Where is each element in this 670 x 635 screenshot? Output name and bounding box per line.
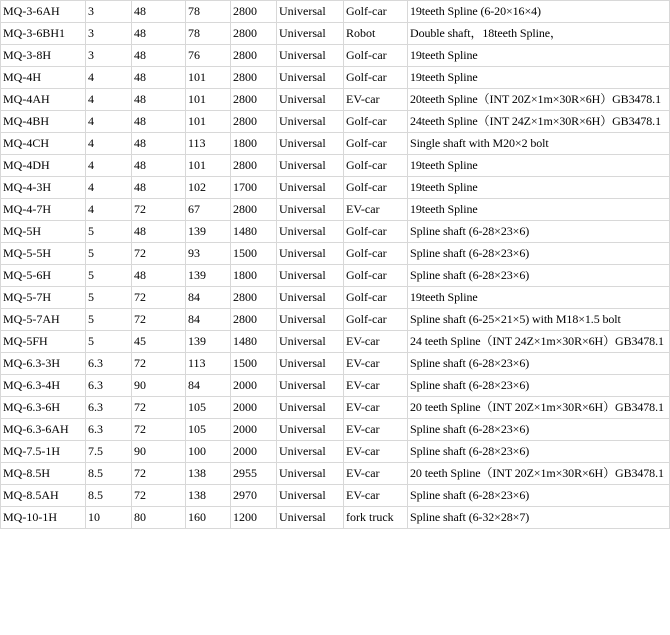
- table-row: [1, 23, 669, 44]
- shaft-cell: 20 teeth Spline（INT 20Z×1m×30R×6H）GB3478.1: [408, 397, 669, 418]
- speed-cell: 2955: [231, 463, 276, 484]
- rotation-cell: Universal: [277, 1, 343, 22]
- model-cell: MQ-5-6H: [1, 265, 85, 286]
- table-row: [1, 485, 669, 506]
- application-cell: EV-car: [344, 89, 407, 110]
- application-cell: Golf-car: [344, 155, 407, 176]
- shaft-cell: Spline shaft (6-28×23×6): [408, 485, 669, 506]
- power-cell: 7.5: [86, 441, 131, 462]
- table-row: [1, 199, 669, 220]
- speed-cell: 2800: [231, 23, 276, 44]
- rotation-cell: Universal: [277, 221, 343, 242]
- voltage-cell: 48: [132, 111, 185, 132]
- model-cell: MQ-4CH: [1, 133, 85, 154]
- speed-cell: 1480: [231, 221, 276, 242]
- rotation-cell: Universal: [277, 199, 343, 220]
- voltage-cell: 48: [132, 1, 185, 22]
- table-row: [1, 45, 669, 66]
- current-cell: 93: [186, 243, 230, 264]
- current-cell: 84: [186, 375, 230, 396]
- application-cell: EV-car: [344, 419, 407, 440]
- model-cell: MQ-4DH: [1, 155, 85, 176]
- application-cell: Golf-car: [344, 67, 407, 88]
- application-cell: Golf-car: [344, 1, 407, 22]
- voltage-cell: 72: [132, 287, 185, 308]
- power-cell: 6.3: [86, 353, 131, 374]
- voltage-cell: 48: [132, 265, 185, 286]
- voltage-cell: 48: [132, 155, 185, 176]
- speed-cell: 2000: [231, 441, 276, 462]
- shaft-cell: Spline shaft (6-28×23×6): [408, 441, 669, 462]
- shaft-cell: 19teeth Spline: [408, 287, 669, 308]
- table-row: [1, 397, 669, 418]
- rotation-cell: Universal: [277, 265, 343, 286]
- table-row: [1, 507, 669, 528]
- rotation-cell: Universal: [277, 463, 343, 484]
- current-cell: 105: [186, 419, 230, 440]
- voltage-cell: 72: [132, 419, 185, 440]
- shaft-cell: Spline shaft (6-28×23×6): [408, 375, 669, 396]
- power-cell: 6.3: [86, 419, 131, 440]
- power-cell: 5: [86, 287, 131, 308]
- current-cell: 100: [186, 441, 230, 462]
- power-cell: 5: [86, 221, 131, 242]
- voltage-cell: 48: [132, 177, 185, 198]
- model-cell: MQ-5-5H: [1, 243, 85, 264]
- voltage-cell: 72: [132, 463, 185, 484]
- speed-cell: 2000: [231, 397, 276, 418]
- current-cell: 139: [186, 331, 230, 352]
- model-cell: MQ-4BH: [1, 111, 85, 132]
- application-cell: fork truck: [344, 507, 407, 528]
- application-cell: Golf-car: [344, 265, 407, 286]
- current-cell: 78: [186, 23, 230, 44]
- power-cell: 5: [86, 265, 131, 286]
- voltage-cell: 48: [132, 89, 185, 110]
- table-row: [1, 419, 669, 440]
- table-row: [1, 155, 669, 176]
- current-cell: 84: [186, 309, 230, 330]
- shaft-cell: 19teeth Spline: [408, 199, 669, 220]
- application-cell: Robot: [344, 23, 407, 44]
- shaft-cell: 20 teeth Spline（INT 20Z×1m×30R×6H）GB3478.1: [408, 463, 669, 484]
- table-body: [1, 1, 669, 528]
- speed-cell: 2800: [231, 89, 276, 110]
- power-cell: 5: [86, 309, 131, 330]
- power-cell: 6.3: [86, 375, 131, 396]
- power-cell: 4: [86, 199, 131, 220]
- current-cell: 67: [186, 199, 230, 220]
- rotation-cell: Universal: [277, 287, 343, 308]
- shaft-cell: Single shaft with M20×2 bolt: [408, 133, 669, 154]
- rotation-cell: Universal: [277, 243, 343, 264]
- speed-cell: 2800: [231, 199, 276, 220]
- speed-cell: 1500: [231, 243, 276, 264]
- model-cell: MQ-4-7H: [1, 199, 85, 220]
- power-cell: 6.3: [86, 397, 131, 418]
- shaft-cell: 19teeth Spline: [408, 177, 669, 198]
- table-row: [1, 441, 669, 462]
- table-row: [1, 331, 669, 352]
- shaft-cell: 24 teeth Spline（INT 24Z×1m×30R×6H）GB3478.1: [408, 331, 669, 352]
- application-cell: EV-car: [344, 375, 407, 396]
- model-cell: MQ-3-6AH: [1, 1, 85, 22]
- speed-cell: 1800: [231, 133, 276, 154]
- model-cell: MQ-6.3-6AH: [1, 419, 85, 440]
- current-cell: 113: [186, 353, 230, 374]
- table-row: [1, 89, 669, 110]
- voltage-cell: 90: [132, 441, 185, 462]
- current-cell: 105: [186, 397, 230, 418]
- model-cell: MQ-8.5AH: [1, 485, 85, 506]
- rotation-cell: Universal: [277, 507, 343, 528]
- speed-cell: 1480: [231, 331, 276, 352]
- voltage-cell: 72: [132, 353, 185, 374]
- rotation-cell: Universal: [277, 23, 343, 44]
- current-cell: 139: [186, 221, 230, 242]
- application-cell: EV-car: [344, 353, 407, 374]
- application-cell: EV-car: [344, 199, 407, 220]
- power-cell: 4: [86, 67, 131, 88]
- speed-cell: 1200: [231, 507, 276, 528]
- power-cell: 4: [86, 111, 131, 132]
- model-cell: MQ-3-6BH1: [1, 23, 85, 44]
- power-cell: 10: [86, 507, 131, 528]
- rotation-cell: Universal: [277, 331, 343, 352]
- rotation-cell: Universal: [277, 155, 343, 176]
- shaft-cell: 19teeth Spline (6-20×16×4): [408, 1, 669, 22]
- voltage-cell: 72: [132, 199, 185, 220]
- model-cell: MQ-6.3-3H: [1, 353, 85, 374]
- table-row: [1, 67, 669, 88]
- rotation-cell: Universal: [277, 111, 343, 132]
- voltage-cell: 48: [132, 67, 185, 88]
- power-cell: 5: [86, 243, 131, 264]
- table-row: [1, 463, 669, 484]
- table-row: [1, 375, 669, 396]
- model-cell: MQ-8.5H: [1, 463, 85, 484]
- application-cell: EV-car: [344, 331, 407, 352]
- table-row: [1, 177, 669, 198]
- voltage-cell: 72: [132, 397, 185, 418]
- current-cell: 139: [186, 265, 230, 286]
- speed-cell: 2800: [231, 287, 276, 308]
- model-cell: MQ-4AH: [1, 89, 85, 110]
- shaft-cell: Spline shaft (6-32×28×7): [408, 507, 669, 528]
- table-row: [1, 265, 669, 286]
- power-cell: 3: [86, 45, 131, 66]
- voltage-cell: 72: [132, 309, 185, 330]
- table-row: [1, 133, 669, 154]
- application-cell: Golf-car: [344, 287, 407, 308]
- speed-cell: 1500: [231, 353, 276, 374]
- power-cell: 5: [86, 331, 131, 352]
- model-cell: MQ-4-3H: [1, 177, 85, 198]
- shaft-cell: Spline shaft (6-28×23×6): [408, 243, 669, 264]
- voltage-cell: 48: [132, 133, 185, 154]
- voltage-cell: 72: [132, 243, 185, 264]
- shaft-cell: 20teeth Spline（INT 20Z×1m×30R×6H）GB3478.1: [408, 89, 669, 110]
- rotation-cell: Universal: [277, 441, 343, 462]
- model-cell: MQ-5-7AH: [1, 309, 85, 330]
- current-cell: 113: [186, 133, 230, 154]
- voltage-cell: 45: [132, 331, 185, 352]
- speed-cell: 2800: [231, 155, 276, 176]
- speed-cell: 1800: [231, 265, 276, 286]
- shaft-cell: Spline shaft (6-28×23×6): [408, 353, 669, 374]
- rotation-cell: Universal: [277, 177, 343, 198]
- rotation-cell: Universal: [277, 45, 343, 66]
- current-cell: 76: [186, 45, 230, 66]
- table-row: [1, 221, 669, 242]
- shaft-cell: 19teeth Spline: [408, 45, 669, 66]
- table-row: [1, 243, 669, 264]
- rotation-cell: Universal: [277, 89, 343, 110]
- voltage-cell: 80: [132, 507, 185, 528]
- application-cell: EV-car: [344, 463, 407, 484]
- power-cell: 8.5: [86, 463, 131, 484]
- rotation-cell: Universal: [277, 353, 343, 374]
- application-cell: Golf-car: [344, 309, 407, 330]
- model-cell: MQ-6.3-6H: [1, 397, 85, 418]
- shaft-cell: Spline shaft (6-28×23×6): [408, 221, 669, 242]
- rotation-cell: Universal: [277, 419, 343, 440]
- model-cell: MQ-7.5-1H: [1, 441, 85, 462]
- table-row: [1, 111, 669, 132]
- rotation-cell: Universal: [277, 67, 343, 88]
- power-cell: 4: [86, 89, 131, 110]
- speed-cell: 2000: [231, 375, 276, 396]
- application-cell: Golf-car: [344, 45, 407, 66]
- voltage-cell: 48: [132, 221, 185, 242]
- speed-cell: 1700: [231, 177, 276, 198]
- current-cell: 101: [186, 155, 230, 176]
- application-cell: Golf-car: [344, 221, 407, 242]
- shaft-cell: 19teeth Spline: [408, 155, 669, 176]
- shaft-cell: Spline shaft (6-25×21×5) with M18×1.5 bolt: [408, 309, 669, 330]
- power-cell: 8.5: [86, 485, 131, 506]
- table-row: [1, 1, 669, 22]
- current-cell: 138: [186, 485, 230, 506]
- table-row: [1, 287, 669, 308]
- rotation-cell: Universal: [277, 375, 343, 396]
- model-cell: MQ-5FH: [1, 331, 85, 352]
- application-cell: Golf-car: [344, 111, 407, 132]
- shaft-cell: Spline shaft (6-28×23×6): [408, 265, 669, 286]
- current-cell: 138: [186, 463, 230, 484]
- speed-cell: 2800: [231, 309, 276, 330]
- model-cell: MQ-10-1H: [1, 507, 85, 528]
- voltage-cell: 90: [132, 375, 185, 396]
- shaft-cell: 24teeth Spline（INT 24Z×1m×30R×6H）GB3478.1: [408, 111, 669, 132]
- current-cell: 102: [186, 177, 230, 198]
- power-cell: 3: [86, 23, 131, 44]
- application-cell: EV-car: [344, 485, 407, 506]
- shaft-cell: Spline shaft (6-28×23×6): [408, 419, 669, 440]
- current-cell: 84: [186, 287, 230, 308]
- speed-cell: 2800: [231, 111, 276, 132]
- power-cell: 4: [86, 133, 131, 154]
- application-cell: EV-car: [344, 441, 407, 462]
- rotation-cell: Universal: [277, 485, 343, 506]
- table-row: [1, 353, 669, 374]
- current-cell: 160: [186, 507, 230, 528]
- speed-cell: 2970: [231, 485, 276, 506]
- power-cell: 4: [86, 155, 131, 176]
- speed-cell: 2800: [231, 1, 276, 22]
- current-cell: 101: [186, 111, 230, 132]
- voltage-cell: 48: [132, 23, 185, 44]
- voltage-cell: 72: [132, 485, 185, 506]
- voltage-cell: 48: [132, 45, 185, 66]
- model-cell: MQ-3-8H: [1, 45, 85, 66]
- rotation-cell: Universal: [277, 309, 343, 330]
- application-cell: Golf-car: [344, 243, 407, 264]
- shaft-cell: Double shaft，18teeth Spline，: [408, 23, 669, 44]
- power-cell: 4: [86, 177, 131, 198]
- model-cell: MQ-5H: [1, 221, 85, 242]
- current-cell: 78: [186, 1, 230, 22]
- power-cell: 3: [86, 1, 131, 22]
- speed-cell: 2000: [231, 419, 276, 440]
- speed-cell: 2800: [231, 45, 276, 66]
- model-cell: MQ-5-7H: [1, 287, 85, 308]
- rotation-cell: Universal: [277, 133, 343, 154]
- model-cell: MQ-4H: [1, 67, 85, 88]
- shaft-cell: 19teeth Spline: [408, 67, 669, 88]
- current-cell: 101: [186, 89, 230, 110]
- rotation-cell: Universal: [277, 397, 343, 418]
- speed-cell: 2800: [231, 67, 276, 88]
- current-cell: 101: [186, 67, 230, 88]
- application-cell: Golf-car: [344, 177, 407, 198]
- model-cell: MQ-6.3-4H: [1, 375, 85, 396]
- application-cell: EV-car: [344, 397, 407, 418]
- application-cell: Golf-car: [344, 133, 407, 154]
- table-row: [1, 309, 669, 330]
